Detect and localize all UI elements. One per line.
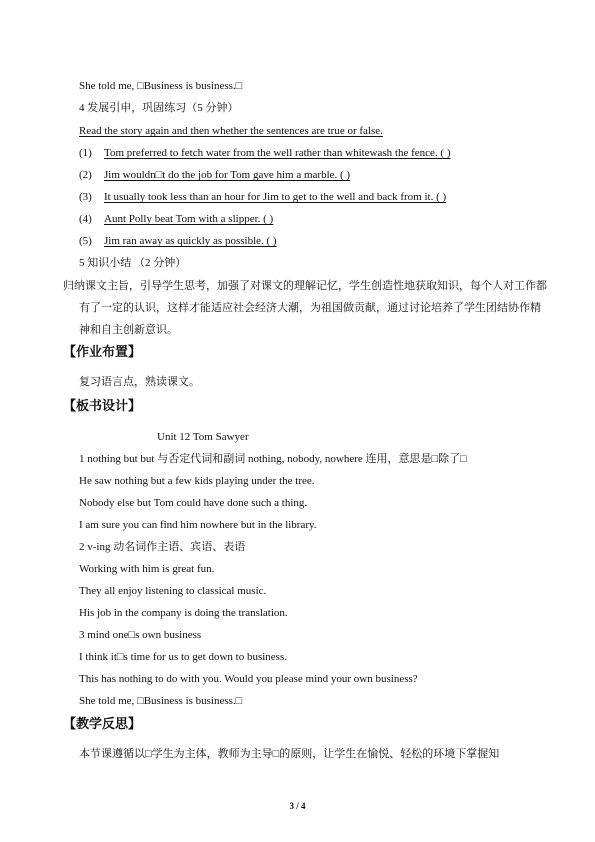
board-line: 2 v-ing 动名词作主语、宾语、表语 xyxy=(79,541,246,553)
exercise-item-text: Jim ran away as quickly as possible. ( ) xyxy=(104,235,277,247)
exercise-item-text: Tom preferred to fetch water from the well rather than whitewash the fence. ( ) xyxy=(104,147,451,159)
step4-title: 4 发展引申，巩固练习（5 分钟） xyxy=(79,102,239,114)
exercise-item-text: Aunt Polly beat Tom with a slipper. ( ) xyxy=(104,213,274,225)
exercise-item-number: (2) xyxy=(79,169,92,181)
reflection-heading: 【教学反思】 xyxy=(63,717,142,732)
exercise-item-number: (3) xyxy=(79,191,92,203)
exercise-item-number: (4) xyxy=(79,213,92,225)
exercise-item-text: Jim wouldn□t do the job for Tom gave him a marble. ( ) xyxy=(104,169,351,181)
exercise-instruction: Read the story again and then whether the sentences are true or false. xyxy=(79,125,383,137)
board-line: I am sure you can find him nowhere but in the library. xyxy=(79,519,317,531)
board-line: Working with him is great fun. xyxy=(79,563,215,575)
board-heading: 【板书设计】 xyxy=(63,399,142,414)
homework-text: 复习语言点，熟读课文。 xyxy=(79,376,200,388)
reflection-text: 本节课遵循以□学生为主体，教师为主导□的原则，让学生在愉悦、轻松的环境下掌握知 xyxy=(79,748,500,760)
intro-quote: She told me, □Business is business.□ xyxy=(79,80,243,92)
board-title: Unit 12 Tom Sawyer xyxy=(157,431,249,443)
board-line: She told me, □Business is business.□ xyxy=(79,695,243,707)
step5-title: 5 知识小结 （2 分钟） xyxy=(79,257,187,269)
board-line: 3 mind one□s own business xyxy=(79,629,202,641)
exercise-item-number: (1) xyxy=(79,147,92,159)
exercise-item-number: (5) xyxy=(79,235,92,247)
exercise-item-text: It usually took less than an hour for Jim to get to the well and back from it. ( ) xyxy=(104,191,447,203)
page-number: 3 / 4 xyxy=(289,801,306,811)
board-line: I think it□s time for us to get down to business. xyxy=(79,651,287,663)
homework-heading: 【作业布置】 xyxy=(63,345,142,360)
board-line: 1 nothing but but 与否定代词和副词 nothing, nobody, nowhere 连用，意思是□除了□ xyxy=(79,453,467,465)
board-line: Nobody else but Tom could have done such a thing. xyxy=(79,497,308,509)
summary-paragraph: 归纳课文主旨，引导学生思考，加强了对课文的理解记忆，学生创造性地获取知识，每个人对工作都有了一定的认识，这样才能适应社会经济大潮，为祖国做贡献，通过讨论培养了学生团结协作精神和自主创新意识。 xyxy=(63,280,547,336)
board-line: He saw nothing but a few kids playing under the tree. xyxy=(79,475,315,487)
board-line: His job in the company is doing the translation. xyxy=(79,607,288,619)
board-line: This has nothing to do with you. Would you please mind your own business? xyxy=(79,673,418,685)
board-line: They all enjoy listening to classical music. xyxy=(79,585,267,597)
